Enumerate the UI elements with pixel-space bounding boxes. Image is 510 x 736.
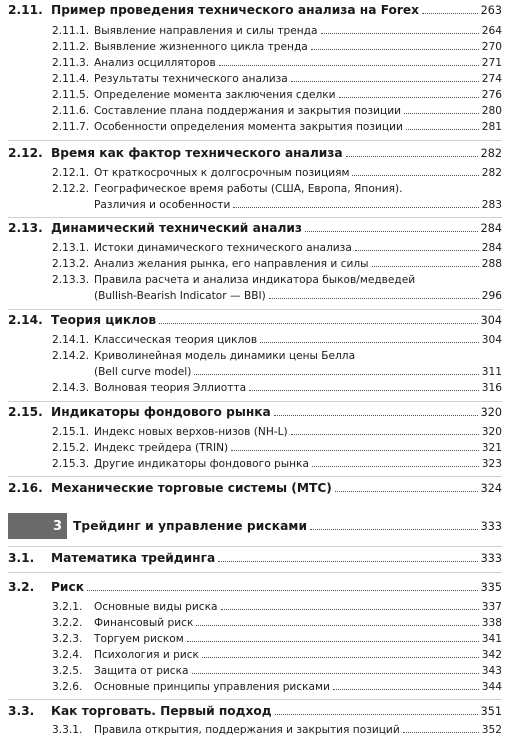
dot-leader — [218, 561, 477, 562]
item-number: 3.3.1. — [52, 724, 83, 736]
toc-section-3-3[interactable] — [8, 704, 502, 718]
item-number: 2.13.2. — [52, 258, 90, 270]
toc-item-3-3-1[interactable] — [52, 724, 502, 736]
page-number: 284 — [481, 242, 502, 254]
section-number: 3.3. — [8, 704, 35, 718]
toc-section-3-1[interactable] — [8, 551, 502, 565]
section-divider — [8, 217, 502, 218]
item-number: 2.11.4. — [52, 73, 90, 85]
item-number: 2.14.3. — [52, 382, 90, 394]
page-number: 296 — [481, 290, 502, 302]
toc-item-2-11-4[interactable] — [52, 73, 502, 85]
page-number: 270 — [481, 41, 502, 53]
page-number: 282 — [480, 147, 502, 160]
item-title: Психология и риск — [94, 649, 199, 661]
dot-leader — [310, 529, 478, 530]
section-title: Пример проведения технического анализа на Forex — [51, 3, 420, 17]
toc-item-3-2-2[interactable] — [52, 617, 502, 629]
item-title-continuation: Различия и особенности — [94, 199, 231, 211]
item-number: 3.2.1. — [52, 601, 83, 613]
part-number-box — [8, 513, 67, 539]
section-divider — [8, 140, 502, 141]
page-number: 263 — [480, 4, 502, 17]
section-number: 2.12. — [8, 146, 43, 160]
page-number: 321 — [481, 442, 502, 454]
item-title: Основные принципы управления рисками — [94, 681, 330, 693]
item-title: Анализ осцилляторов — [94, 57, 216, 69]
toc-item-3-2-3[interactable] — [52, 633, 502, 645]
dot-leader — [406, 129, 479, 130]
toc-section-2-14[interactable] — [8, 313, 502, 327]
toc-item-2-13-3-continuation[interactable] — [94, 290, 502, 302]
item-title: Финансовый риск — [94, 617, 194, 629]
dot-leader — [311, 49, 479, 50]
section-title: Риск — [51, 580, 84, 594]
dot-leader — [249, 390, 479, 391]
section-title: Теория циклов — [51, 313, 157, 327]
section-divider — [8, 401, 502, 402]
toc-item-2-11-6[interactable] — [52, 105, 502, 117]
item-title: Защита от риска — [94, 665, 189, 677]
page-number: 284 — [480, 222, 502, 235]
toc-section-3-2[interactable] — [8, 580, 502, 594]
dot-leader — [404, 113, 479, 114]
section-number: 2.13. — [8, 221, 43, 235]
item-title: Волновая теория Эллиотта — [94, 382, 247, 394]
item-title: Анализ желания рынка, его направления и силы — [94, 258, 369, 270]
item-title: Географическое время работы (США, Европа, Япония). — [94, 183, 403, 195]
dot-leader — [372, 266, 479, 267]
dot-leader — [275, 714, 478, 715]
toc-item-2-11-2[interactable] — [52, 41, 502, 53]
item-number: 2.11.1. — [52, 25, 90, 37]
toc-item-2-13-2[interactable] — [52, 258, 502, 270]
item-title: Правила открытия, поддержания и закрытия позиций — [94, 724, 400, 736]
toc-section-2-11[interactable] — [8, 3, 502, 17]
page-number: 271 — [481, 57, 502, 69]
dot-leader — [194, 374, 478, 375]
dot-leader — [339, 97, 479, 98]
toc-item-2-15-3[interactable] — [52, 458, 502, 470]
dot-leader — [291, 434, 479, 435]
section-title: Время как фактор технического анализа — [51, 146, 343, 160]
page-number: 281 — [481, 121, 502, 133]
dot-leader — [422, 13, 478, 14]
toc-item-2-13-1[interactable] — [52, 242, 502, 254]
item-title: Торгуем риском — [94, 633, 184, 645]
item-title: Особенности определения момента закрытия позиции — [94, 121, 403, 133]
page-number: 333 — [480, 552, 502, 565]
dot-leader — [269, 298, 479, 299]
dot-leader — [333, 689, 479, 690]
toc-item-2-14-2-continuation[interactable] — [94, 366, 502, 378]
item-number: 2.15.1. — [52, 426, 90, 438]
section-divider — [8, 572, 502, 573]
item-number: 2.14.2. — [52, 350, 90, 362]
item-number: 3.2.4. — [52, 649, 83, 661]
page-number: 304 — [481, 334, 502, 346]
toc-item-2-12-2-continuation[interactable] — [94, 199, 502, 211]
dot-leader — [352, 175, 478, 176]
item-title: Правила расчета и анализа индикатора быков/медведей — [94, 274, 416, 286]
item-title: Выявление направления и силы тренда — [94, 25, 318, 37]
toc-item-2-11-7[interactable] — [52, 121, 502, 133]
toc-item-3-2-4[interactable] — [52, 649, 502, 661]
part-number: 3 — [52, 518, 62, 534]
item-number: 2.12.1. — [52, 167, 90, 179]
dot-leader — [355, 250, 479, 251]
section-title: Как торговать. Первый подход — [51, 704, 272, 718]
item-title: Индекс новых верхов-низов (NH-L) — [94, 426, 288, 438]
dot-leader — [335, 491, 478, 492]
toc-item-2-11-5[interactable] — [52, 89, 502, 101]
item-title: Классическая теория циклов — [94, 334, 258, 346]
page-number: 316 — [481, 382, 502, 394]
page-number: 274 — [481, 73, 502, 85]
section-divider — [8, 546, 502, 547]
section-number: 2.11. — [8, 3, 43, 17]
item-title: Результаты технического анализа — [94, 73, 288, 85]
item-title: Определение момента заключения сделки — [94, 89, 336, 101]
dot-leader — [291, 81, 479, 82]
item-title: Истоки динамического технического анализа — [94, 242, 352, 254]
toc-item-2-12-1[interactable] — [52, 167, 502, 179]
item-title: Индекс трейдера (TRIN) — [94, 442, 229, 454]
dot-leader — [187, 641, 479, 642]
section-title: Математика трейдинга — [51, 551, 216, 565]
dot-leader — [231, 450, 479, 451]
item-number: 2.12.2. — [52, 183, 90, 195]
item-number: 2.14.1. — [52, 334, 90, 346]
page-number: 337 — [481, 601, 502, 613]
item-title: От краткосрочных к долгосрочным позициям — [94, 167, 350, 179]
toc-item-2-14-2[interactable] — [52, 350, 502, 362]
dot-leader — [321, 33, 479, 34]
page-number: 333 — [480, 519, 502, 533]
page-number: 338 — [481, 617, 502, 629]
page-number: 304 — [480, 314, 502, 327]
section-title: Индикаторы фондового рынка — [51, 405, 271, 419]
dot-leader — [305, 231, 478, 232]
page-number: 311 — [481, 366, 502, 378]
dot-leader — [202, 657, 479, 658]
section-number: 2.16. — [8, 481, 43, 495]
item-title: Выявление жизненного цикла тренда — [94, 41, 308, 53]
item-number: 3.2.2. — [52, 617, 83, 629]
toc-item-2-14-3[interactable] — [52, 382, 502, 394]
dot-leader — [219, 65, 479, 66]
dot-leader — [192, 673, 479, 674]
section-divider — [8, 476, 502, 477]
item-number: 2.11.6. — [52, 105, 90, 117]
page-number: 276 — [481, 89, 502, 101]
page-number: 280 — [481, 105, 502, 117]
section-number: 3.2. — [8, 580, 35, 594]
dot-leader — [221, 609, 479, 610]
item-number: 2.15.2. — [52, 442, 90, 454]
page-number: 320 — [481, 426, 502, 438]
item-number: 2.13.1. — [52, 242, 90, 254]
page-number: 288 — [481, 258, 502, 270]
item-title: Криволинейная модель динамики цены Белла — [94, 350, 356, 362]
dot-leader — [260, 342, 479, 343]
page-number: 324 — [480, 482, 502, 495]
toc-item-2-15-2[interactable] — [52, 442, 502, 454]
page-number: 320 — [480, 406, 502, 419]
item-title: Составление плана поддержания и закрытия позиции — [94, 105, 402, 117]
section-title: Механические торговые системы (МТС) — [51, 481, 332, 495]
toc-item-3-2-6[interactable] — [52, 681, 502, 693]
page-number: 323 — [481, 458, 502, 470]
page-number: 282 — [481, 167, 502, 179]
item-number: 3.2.5. — [52, 665, 83, 677]
toc-item-2-12-2[interactable] — [52, 183, 502, 195]
toc-part-3[interactable] — [8, 513, 502, 539]
item-number: 2.11.3. — [52, 57, 90, 69]
toc-item-2-14-1[interactable] — [52, 334, 502, 346]
toc-section-2-15[interactable] — [8, 405, 502, 419]
page-number: 344 — [481, 681, 502, 693]
dot-leader — [196, 625, 478, 626]
page-number: 264 — [481, 25, 502, 37]
page-number: 335 — [480, 581, 502, 594]
toc-section-2-12[interactable] — [8, 146, 502, 160]
item-number: 2.13.3. — [52, 274, 90, 286]
toc-item-2-11-1[interactable] — [52, 25, 502, 37]
item-number: 2.15.3. — [52, 458, 90, 470]
item-number: 2.11.7. — [52, 121, 90, 133]
item-title-continuation: (Bullish-Bearish Indicator — BBI) — [94, 290, 266, 302]
item-title: Другие индикаторы фондового рынка — [94, 458, 309, 470]
dot-leader — [312, 466, 479, 467]
toc-section-2-13[interactable] — [8, 221, 502, 235]
dot-leader — [346, 156, 478, 157]
part-title: Трейдинг и управление рисками — [73, 519, 308, 533]
page-number: 341 — [481, 633, 502, 645]
item-number: 2.11.5. — [52, 89, 90, 101]
item-title-continuation: (Bell curve model) — [94, 366, 192, 378]
page-number: 343 — [481, 665, 502, 677]
section-divider — [8, 309, 502, 310]
toc-item-2-13-3[interactable] — [52, 274, 502, 286]
item-number: 2.11.2. — [52, 41, 90, 53]
item-number: 3.2.3. — [52, 633, 83, 645]
section-number: 2.15. — [8, 405, 43, 419]
page-number: 342 — [481, 649, 502, 661]
toc-item-2-11-3[interactable] — [52, 57, 502, 69]
item-number: 3.2.6. — [52, 681, 83, 693]
toc-item-3-2-5[interactable] — [52, 665, 502, 677]
toc-section-2-16[interactable] — [8, 481, 502, 495]
dot-leader — [159, 323, 477, 324]
dot-leader — [233, 207, 478, 208]
dot-leader — [87, 590, 478, 591]
item-title: Основные виды риска — [94, 601, 218, 613]
section-title: Динамический технический анализ — [51, 221, 303, 235]
section-divider — [8, 699, 502, 700]
section-number: 2.14. — [8, 313, 43, 327]
page-number: 351 — [480, 705, 502, 718]
page-number: 283 — [481, 199, 502, 211]
section-number: 3.1. — [8, 551, 35, 565]
toc-item-3-2-1[interactable] — [52, 601, 502, 613]
dot-leader — [274, 415, 478, 416]
page-number: 352 — [481, 724, 502, 736]
toc-item-2-15-1[interactable] — [52, 426, 502, 438]
